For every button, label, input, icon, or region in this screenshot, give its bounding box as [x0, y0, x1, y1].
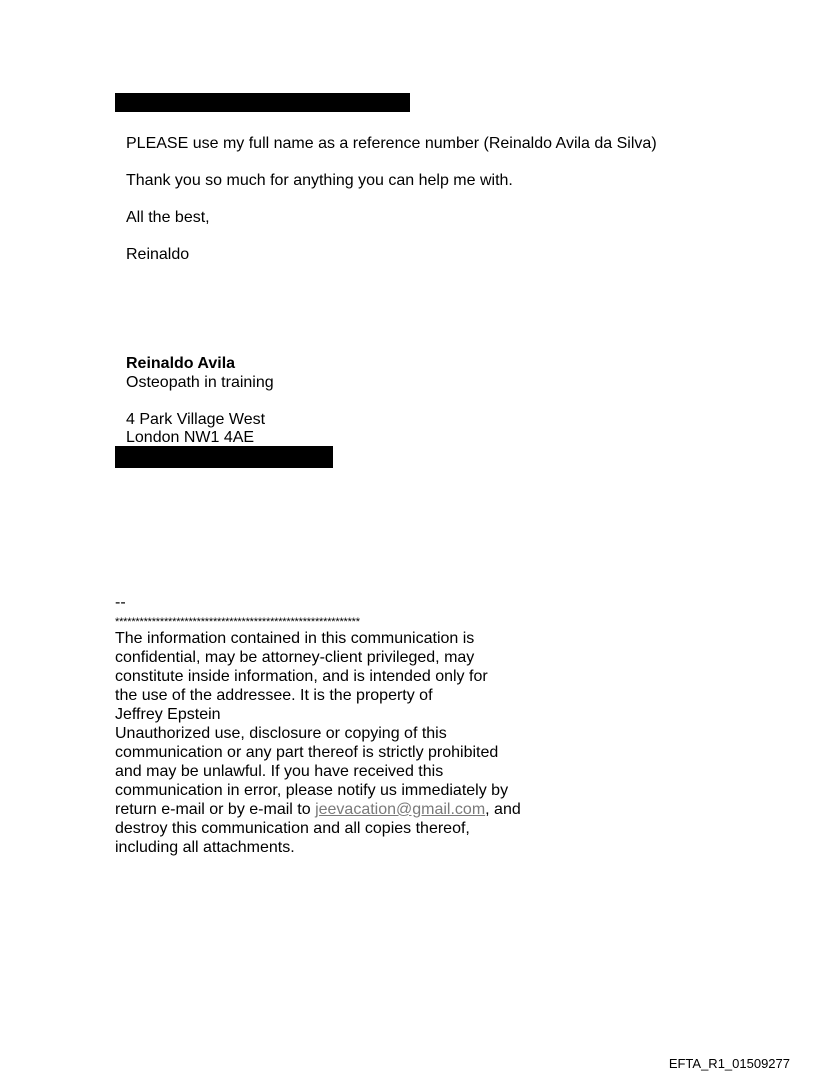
address-line-2: London NW1 4AE: [126, 429, 255, 446]
sender-first-name: Reinaldo: [126, 246, 190, 263]
address-line-1: 4 Park Village West: [126, 411, 266, 428]
disclaimer-line: the use of the addressee. It is the property of: [115, 687, 433, 704]
email-link[interactable]: jeevacation@gmail.com: [315, 801, 486, 818]
closing-line: All the best,: [126, 209, 210, 226]
disclaimer-line: and may be unlawful. If you have received this: [115, 763, 444, 780]
signature-name: Reinaldo Avila: [126, 355, 236, 372]
reference-line: PLEASE use my full name as a reference number (Reinaldo Avila da Silva): [126, 135, 657, 152]
return-suffix: , and: [485, 801, 521, 818]
disclaimer-line: confidential, may be attorney-client privileged, may: [115, 649, 475, 666]
disclaimer-line: destroy this communication and all copies thereof,: [115, 820, 470, 837]
disclaimer-line: The information contained in this communication is: [115, 630, 475, 647]
disclaimer-line: communication or any part thereof is strictly prohibited: [115, 744, 499, 761]
return-prefix: return e-mail or by e-mail to: [115, 801, 316, 818]
bates-number: EFTA_R1_01509277: [668, 1056, 790, 1071]
disclaimer-line: Jeffrey Epstein: [115, 706, 221, 723]
disclaimer-block: [115, 593, 555, 857]
disclaimer-line: communication in error, please notify us immediately by: [115, 782, 509, 799]
signature-title: Osteopath in training: [126, 374, 274, 391]
disclaimer-line: Unauthorized use, disclosure or copying of this: [115, 725, 447, 742]
thanks-line: Thank you so much for anything you can help me with.: [126, 172, 513, 189]
disclaimer-line: constitute inside information, and is intended only for: [115, 668, 488, 685]
redaction-bar-bottom: [115, 446, 333, 468]
redaction-bar-top: [115, 93, 410, 112]
asterisk-divider: ************************************************************: [115, 616, 360, 628]
separator: --: [115, 594, 126, 611]
disclaimer-line: including all attachments.: [115, 839, 295, 856]
disclaimer-line-with-link: [115, 800, 555, 819]
